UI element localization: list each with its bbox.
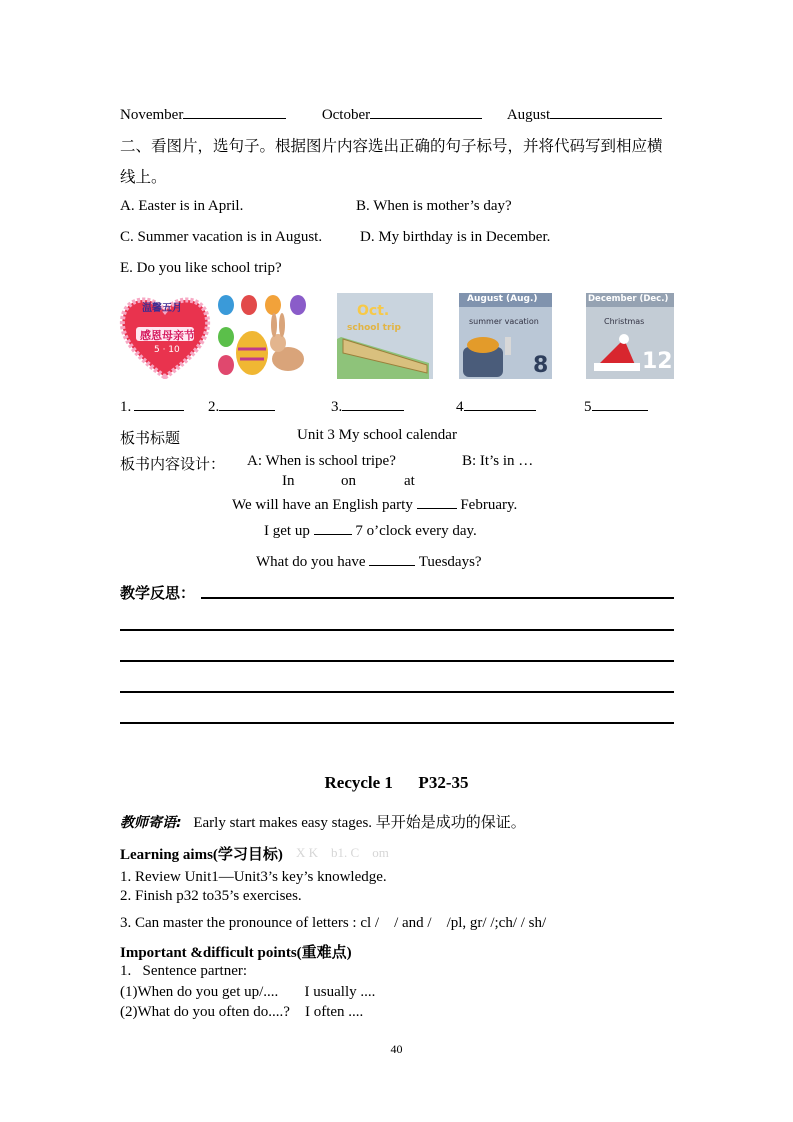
blank-august[interactable] [550,104,662,119]
oct-label: Oct. [357,303,390,319]
important-points-label: Important &difficult points(重难点) [120,945,352,961]
option-a: A. Easter is in April. [120,198,244,214]
summer-vacation-picture [459,293,552,379]
school-trip-caption: school trip [347,323,401,333]
prep-on: on [341,473,356,489]
blank-october[interactable] [370,104,482,119]
august-header: August (Aug.) [467,294,538,304]
board-content-label: 板书内容设计： [120,455,226,473]
answer-1: 1. [120,396,184,416]
point-1: 1. Sentence partner: [120,963,248,979]
mothers-day-line3: 5 · 10 [154,345,180,355]
august-number: 8 [533,353,549,378]
board-question: A: When is school tripe? [247,453,396,469]
month-october: October [321,107,371,123]
aim-3: 3. Can master the pronounce of letters : cl / / and / /pl, gr/ /;ch/ / sh/ [120,915,547,931]
point-1b: (2)What do you often do....? I often .... [120,1004,364,1020]
section2-instruction-line2: 线上。 [120,168,167,186]
christmas-picture [586,293,674,379]
teacher-message [120,811,526,832]
december-number: 12 [642,349,673,374]
month-august: August [506,107,551,123]
sentence-1-blank[interactable] [417,494,457,509]
reflection-line-4[interactable] [120,691,674,693]
option-b: B. When is mother’s day? [356,198,512,214]
answer-5: 5 [584,396,648,416]
aim-2: 2. Finish p32 to35’s exercises. [120,888,302,904]
easter-eggs-icon [216,293,312,379]
mothers-day-line2: 感恩母亲节 [140,329,195,342]
recycle-title: Recycle 1 P32-35 [324,773,469,792]
answer-4-blank[interactable] [464,396,536,411]
summer-vacation-caption: summer vacation [469,317,539,326]
board-sentence-2: I get up 7 o’clock every day. [264,520,477,540]
page-number: 40 [390,1042,403,1056]
sentence-3-blank[interactable] [369,551,415,566]
mothers-day-picture [118,293,212,379]
point-1a: (1)When do you get up/.... I usually .... [120,984,376,1000]
mothers-day-line1: 温馨五月 [142,303,182,314]
school-trip-picture [337,293,433,379]
answer-3-blank[interactable] [342,396,404,411]
christmas-caption: Christmas [604,317,645,326]
easter-picture [216,293,312,379]
section2-instruction-line1: 二、看图片，选句子。根据图片内容选出正确的句子标号，并将代码写到相应横 [120,137,663,155]
option-e: E. Do you like school trip? [120,260,282,276]
answer-1-blank[interactable] [134,396,184,411]
prep-in: In [282,473,295,489]
reflection-line-1[interactable] [201,597,674,599]
month-november: November [120,107,184,123]
learning-aims-label: Learning aims(学习目标) [120,847,283,863]
teacher-message-text: Early start makes easy stages. 早开始是成功的保证。 [193,815,526,831]
december-header: December (Dec.) [588,294,669,304]
board-answer: B: It’s in … [462,453,534,469]
reflection-line-3[interactable] [120,660,674,662]
answer-2: 2. [208,396,275,416]
answer-4: 4 [456,396,536,416]
months-line [120,104,662,124]
answer-5-blank[interactable] [592,396,648,411]
board-sentence-3: What do you have Tuesdays? [256,551,482,571]
board-title-label: 板书标题 [120,429,181,447]
reflection-line-5[interactable] [120,722,674,724]
reflection-label: 教学反思： [120,584,196,602]
blank-november[interactable] [183,104,286,119]
watermark: X K b1. C om [296,845,389,860]
answer-3: 3. [331,396,404,416]
teacher-message-label: 教师寄语: [120,815,182,831]
aim-1: 1. Review Unit1—Unit3’s key’s knowledge. [120,869,387,885]
reflection-line-2[interactable] [120,629,674,631]
board-sentence-1: We will have an English party February. [232,494,517,514]
board-title-value: Unit 3 My school calendar [297,427,457,443]
answer-2-blank[interactable] [219,396,275,411]
prep-at: at [404,473,415,489]
sentence-2-blank[interactable] [314,520,352,535]
option-d: D. My birthday is in December. [360,229,551,245]
option-c: C. Summer vacation is in August. [120,229,323,245]
